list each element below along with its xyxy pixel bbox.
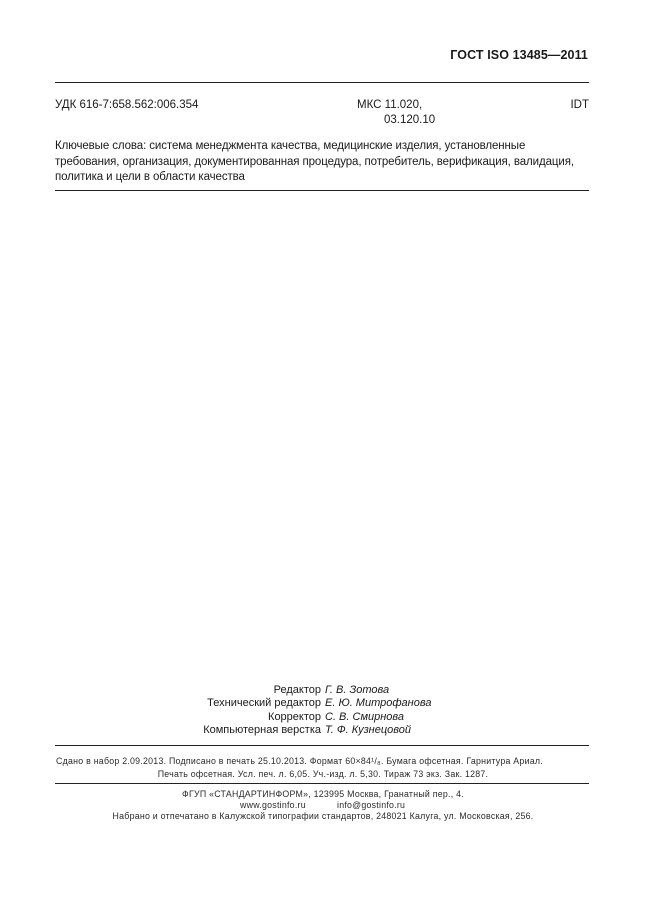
publisher-website: www.gostinfo.ru <box>240 800 306 810</box>
credit-name: Г. В. Зотова <box>325 684 390 696</box>
keywords-rule <box>55 190 589 191</box>
udc-code: УДК 616-7:658.562:006.354 <box>55 99 199 111</box>
credit-editor <box>150 684 496 697</box>
credit-role: Редактор <box>273 684 321 696</box>
header-rule <box>55 82 589 83</box>
credit-name: С. В. Смирнова <box>325 710 405 723</box>
keywords: Ключевые слова: система менеджмента качества, медицинские изделия, установленные требования, организация, документированная процедура, потребитель, верификация, валидация, политика и цели в области качества <box>55 140 574 183</box>
mks-code-line2: 03.120.10 <box>384 114 436 126</box>
credit-role: Корректор <box>268 710 321 723</box>
publisher-line3: Набрано и отпечатано в Калужской типографии стандартов, 248021 Калуга, ул. Московская, 256. <box>112 811 534 821</box>
credit-technical-editor <box>150 697 496 710</box>
credit-role: Компьютерная верстка <box>203 723 321 736</box>
credits-block <box>150 684 496 737</box>
credit-name: Т. Ф. Кузнецовой <box>325 723 411 736</box>
credit-layout <box>150 724 496 737</box>
imprint-line2: Печать офсетная. Усл. печ. л. 6,05. Уч.-изд. л. 5,30. Тираж 73 экз. Зак. 1287. <box>157 769 489 779</box>
credit-name: Е. Ю. Митрофанова <box>325 697 432 710</box>
standard-code: ГОСТ ISO 13485—2011 <box>450 48 588 62</box>
credit-role: Технический редактор <box>207 697 321 710</box>
imprint-line1: Сдано в набор 2.09.2013. Подписано в печать 25.10.2013. Формат 60×84¹/₈. Бумага офсетная. Гарнитура Ариал. <box>56 756 543 766</box>
equivalence-code: IDT <box>570 99 589 111</box>
imprint-rule <box>55 783 589 784</box>
mks-code-line1: МКС 11.020, <box>357 99 423 111</box>
publisher-email: info@gostinfo.ru <box>337 800 406 810</box>
publisher-line1: ФГУП «СТАНДАРТИНФОРМ», 123995 Москва, Гранатный пер., 4. <box>182 789 464 799</box>
credit-proofreader <box>150 711 496 724</box>
credits-rule <box>55 745 589 746</box>
